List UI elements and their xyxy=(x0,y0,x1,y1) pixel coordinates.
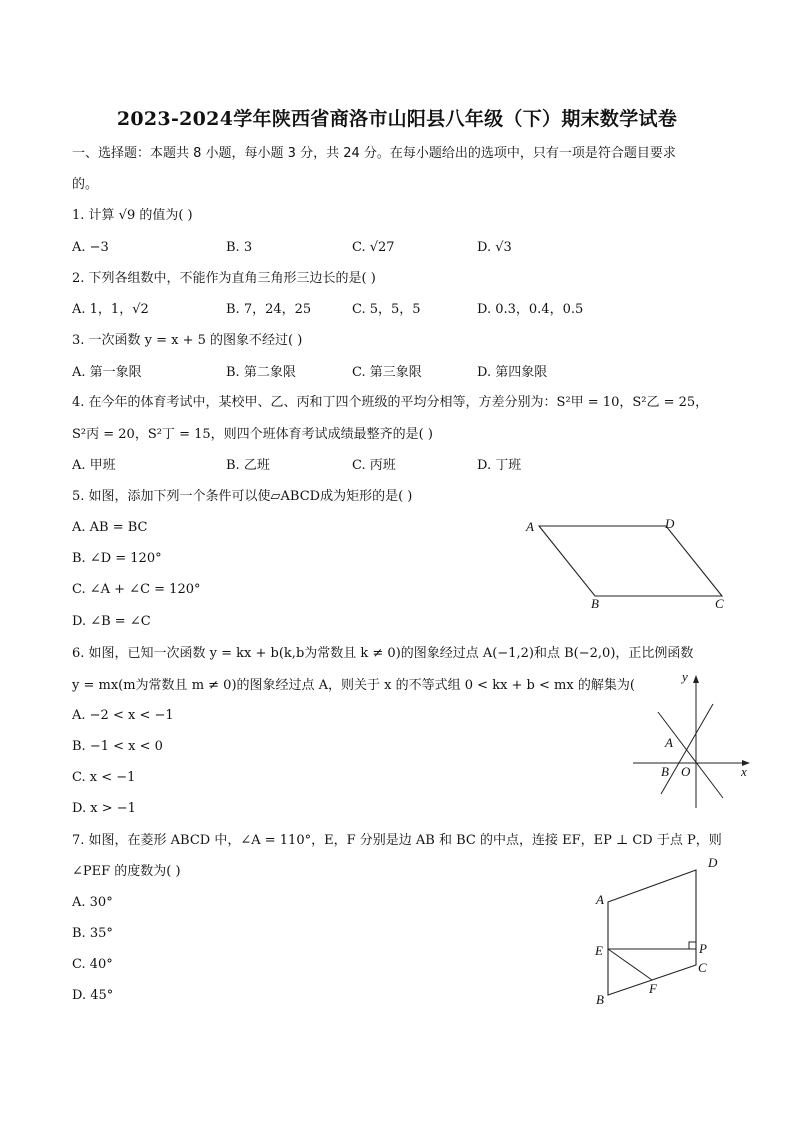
q4-option-d: D. 丁班 xyxy=(477,458,522,473)
q4-option-c: C. 丙班 xyxy=(352,458,396,473)
q7-option-d: D. 45° xyxy=(72,988,114,1003)
q6-y-arrow-icon xyxy=(693,675,699,683)
q7-rhombus xyxy=(608,870,696,995)
q6-stem-cont: y = mx(m为常数且 m ≠ 0)的图象经过点 A，则关于 x 的不等式组 0 < kx + b < mx 的解集为( xyxy=(72,678,635,693)
q5-label-d: D xyxy=(665,516,675,531)
q7-rhombus-figure xyxy=(588,852,718,1012)
q5-option-c: C. ∠A + ∠C = 120° xyxy=(72,582,201,597)
q1-option-d: D. √3 xyxy=(477,240,512,255)
q5-option-b: B. ∠D = 120° xyxy=(72,551,162,566)
page-title: 2023-2024学年陕西省商洛市山阳县八年级（下）期末数学试卷 xyxy=(116,108,678,130)
q1-option-b: B. 3 xyxy=(226,240,253,255)
q7-label-d: D xyxy=(708,855,718,870)
q5-option-a: A. AB = BC xyxy=(72,520,148,535)
q4-stem-cont: S²丙 = 20，S²丁 = 15，则四个班体育考试成绩最整齐的是( ) xyxy=(72,427,433,442)
q3-stem: 3. 一次函数 y = x + 5 的图象不经过( ) xyxy=(72,333,303,348)
q5-stem: 5. 如图，添加下列一个条件可以使▱ABCD成为矩形的是( ) xyxy=(72,489,413,504)
q5-label-b: B xyxy=(591,596,599,611)
q6-option-c: C. x < −1 xyxy=(72,770,136,785)
q6-option-d: D. x > −1 xyxy=(72,801,136,816)
section-heading-line1: 一、选择题：本题共 8 小题，每小题 3 分，共 24 分。在每小题给出的选项中，只有一项是符合题目要求 xyxy=(72,146,676,161)
q1-option-a: A. −3 xyxy=(72,240,109,255)
q6-label-o: O xyxy=(681,764,691,779)
q5-option-d: D. ∠B = ∠C xyxy=(72,614,151,629)
q6-label-x: x xyxy=(741,764,747,779)
q1-option-c: C. √27 xyxy=(352,240,395,255)
q7-label-f: F xyxy=(649,981,657,996)
q6-label-y: y xyxy=(682,669,688,684)
q6-function-graph xyxy=(628,668,758,813)
q7-segment-ef xyxy=(608,949,652,980)
q4-option-a: A. 甲班 xyxy=(72,458,116,473)
q5-label-a: A xyxy=(526,519,534,534)
q6-label-a: A xyxy=(665,735,673,750)
q3-option-c: C. 第三象限 xyxy=(352,365,422,380)
q2-stem: 2. 下列各组数中，不能作为直角三角形三边长的是( ) xyxy=(72,271,376,286)
q2-option-a: A. 1，1，√2 xyxy=(72,302,149,317)
q2-option-c: C. 5，5，5 xyxy=(352,302,421,317)
q6-option-a: A. −2 < x < −1 xyxy=(72,708,174,723)
q4-option-b: B. 乙班 xyxy=(226,458,270,473)
q6-stem: 6. 如图，已知一次函数 y = kx + b(k,b为常数且 k ≠ 0)的图象经过点 A(−1,2)和点 B(−2,0)，正比例函数 xyxy=(72,646,694,661)
q7-label-a: A xyxy=(596,892,604,907)
q6-label-b: B xyxy=(661,764,669,779)
section-heading-line2: 的。 xyxy=(72,177,99,192)
q1-stem: 1. 计算 √9 的值为( ) xyxy=(72,208,193,223)
q3-option-b: B. 第二象限 xyxy=(226,365,296,380)
q7-option-a: A. 30° xyxy=(72,895,113,910)
q7-label-e: E xyxy=(595,943,603,958)
q2-option-d: D. 0.3，0.4，0.5 xyxy=(477,302,584,317)
q7-right-angle-icon xyxy=(689,942,696,949)
q2-option-b: B. 7，24，25 xyxy=(226,302,312,317)
q7-label-c: C xyxy=(698,960,707,975)
q7-stem: 7. 如图，在菱形 ABCD 中，∠A = 110°，E，F 分别是边 AB 和 BC 的中点，连接 EF，EP ⊥ CD 于点 P，则 xyxy=(72,833,722,848)
q7-stem-cont: ∠PEF 的度数为( ) xyxy=(72,864,181,879)
q4-stem: 4. 在今年的体育考试中，某校甲、乙、丙和丁四个班级的平均分相等，方差分别为：S²甲 = 10，S²乙 = 25， xyxy=(72,395,709,410)
q6-line-mx xyxy=(658,712,723,798)
q5-label-c: C xyxy=(715,596,724,611)
q7-option-b: B. 35° xyxy=(72,926,113,941)
q3-option-d: D. 第四象限 xyxy=(477,365,548,380)
q5-parallelogram xyxy=(539,526,722,596)
q6-option-b: B. −1 < x < 0 xyxy=(72,739,163,754)
q7-label-p: P xyxy=(699,941,707,956)
q7-option-c: C. 40° xyxy=(72,957,113,972)
q5-parallelogram-figure xyxy=(520,512,740,612)
q7-label-b: B xyxy=(596,992,604,1007)
q3-option-a: A. 第一象限 xyxy=(72,365,142,380)
